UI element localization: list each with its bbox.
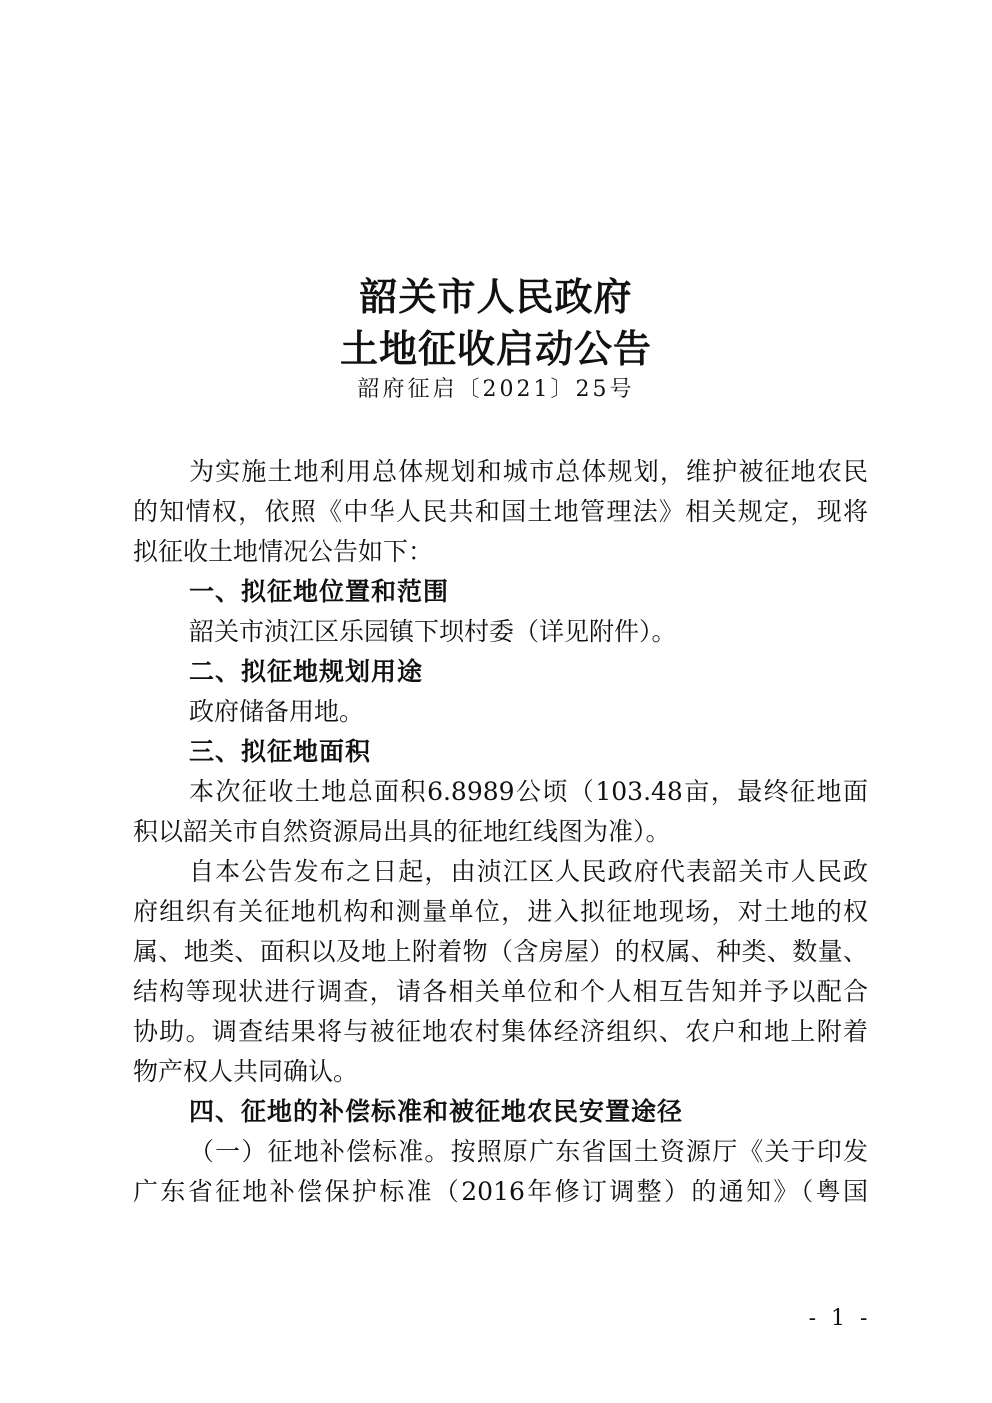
intro-line: 的知情权，依照《中华人民共和国土地管理法》相关规定，现将 <box>133 497 868 526</box>
intro-line: 拟征收土地情况公告如下： <box>133 537 434 566</box>
section2-text: 政府储备用地。 <box>189 697 365 726</box>
paragraph-line: 自本公告发布之日起，由浈江区人民政府代表韶关市人民政 <box>189 857 868 886</box>
paragraph-line: 府组织有关征地机构和测量单位，进入拟征地现场，对土地的权 <box>133 897 868 926</box>
paragraph-line: 协助。调查结果将与被征地农村集体经济组织、农户和地上附着 <box>133 1017 868 1046</box>
section3-heading: 三、拟征地面积 <box>189 737 372 766</box>
document-title-line2: 土地征收启动公告 <box>339 326 652 371</box>
intro-line: 为实施土地利用总体规划和城市总体规划，维护被征地农民 <box>189 457 868 486</box>
section2-heading: 二、拟征地规划用途 <box>189 657 424 686</box>
section3-text-line: 本次征收土地总面积6.8989公顷（103.48亩，最终征地面 <box>189 777 868 806</box>
section3-text-line: 积以韶关市自然资源局出具的征地红线图为准）。 <box>133 817 671 846</box>
paragraph-line: 结构等现状进行调查，请各相关单位和个人相互告知并予以配合 <box>133 977 868 1006</box>
paragraph-line: 属、地类、面积以及地上附着物（含房屋）的权属、种类、数量、 <box>133 937 868 966</box>
section4-text-line: （一）征地补偿标准。按照原广东省国土资源厅《关于印发 <box>189 1137 868 1166</box>
page-number: - 1 - <box>808 1306 872 1331</box>
section1-heading: 一、拟征地位置和范围 <box>189 577 450 606</box>
paragraph-line: 物产权人共同确认。 <box>133 1057 359 1086</box>
document-number: 韶府征启〔2021〕25号 <box>357 377 635 402</box>
section1-text: 韶关市浈江区乐园镇下坝村委（详见附件）。 <box>189 617 677 646</box>
document-title-line1: 韶关市人民政府 <box>359 274 633 319</box>
section4-heading: 四、征地的补偿标准和被征地农民安置途径 <box>189 1097 684 1126</box>
section4-text-line: 广东省征地补偿保护标准（2016年修订调整）的通知》（粤国 <box>133 1177 868 1206</box>
